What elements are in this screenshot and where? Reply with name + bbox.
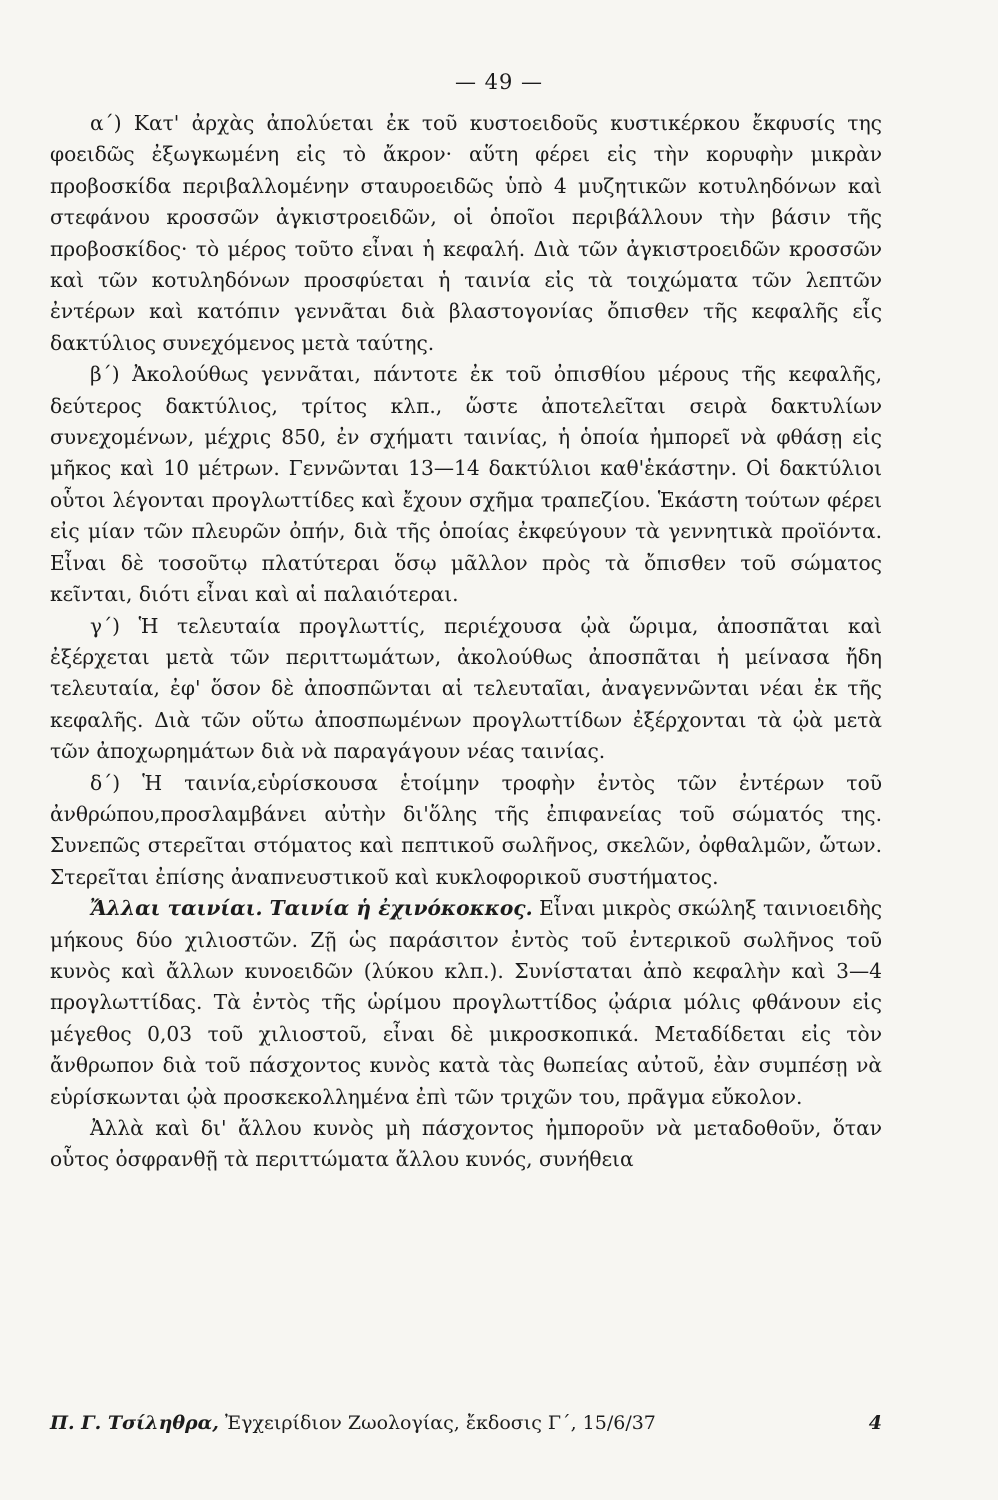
sheet-number: 4 [868,1412,882,1434]
page-number: — 49 — [454,70,544,94]
paragraph-b: β΄) Ἀκολούθως γεννᾶται, πάντοτε ἐκ τοῦ ὀπισθίου μέρους τῆς κεφαλῆς, δεύτερος δακτύλιος, τρίτος κλπ., ὥστε ἀποτελεῖται σειρὰ δακτυλίων συνεχομένων, μέχρις 850, ἐν σχήματι ταινίας, ἡ ὁποία ἠμπορεῖ νὰ φθάσῃ εἰς μῆκος καὶ 10 μέτρων. Γεννῶνται 13—14 δακτύλιοι καθ'ἑκάστην. Οἱ δακτύλιοι οὗτοι λέγονται προγλωττίδες καὶ ἔχουν σχῆμα τραπεζίου. Ἑκάστη τούτων φέρει εἰς μίαν τῶν πλευρῶν ὀπήν, διὰ τῆς ὁποίας ἐκφεύγουν τὰ γεννητικὰ προϊόντα. Εἶναι δὲ τοσοῦτῳ πλατύτεραι ὅσῳ μᾶλλον πρὸς τὰ ὄπισθεν τοῦ σώματος κεῖνται, διότι εἶναι καὶ αἱ παλαιότεραι. [50,362,882,607]
footer-citation [50,1412,656,1434]
paragraph-d: δ΄) Ἡ ταινία,εὑρίσκουσα ἑτοίμην τροφὴν ἐντὸς τῶν ἐντέρων τοῦ ἀνθρώπου,προσλαμβάνει αὐτὴν δι'ὅλης τῆς ἐπιφανείας τοῦ σώματός της. Συνεπῶς στερεῖται στόματος καὶ πεπτικοῦ σωλῆνος, σκελῶν, ὀφθαλμῶν, ὤτων. Στερεῖται ἐπίσης ἀναπνευστικοῦ καὶ κυκλοφορικοῦ συστήματος. [50,770,882,889]
footer-book: Ἐγχειρίδιον Ζωολογίας, ἔκδοσις Γ΄, 15/6/37 [218,1412,656,1434]
body-text [50,108,882,1176]
last-paragraph: Ἀλλὰ καὶ δι' ἄλλου κυνὸς μὴ πάσχοντος ἠμποροῦν νὰ μεταδοθοῦν, ὅταν οὗτος ὀσφρανθῇ τὰ περιττώματα ἄλλου κυνός, συνήθεια [50,1116,882,1172]
section-text: Εἶναι μικρὸς σκώληξ ταινιοειδὴς μήκους δύο χιλιοστῶν. Ζῇ ὡς παράσιτον ἐντὸς τοῦ ἐντερικοῦ σωλῆνος τοῦ κυνὸς καὶ ἄλλων κυνοειδῶν (λύκου κλπ.). Συνίσταται ἀπὸ κεφαλὴν καὶ 3—4 προγλωττίδας. Τὰ ἐντὸς τῆς ὡρίμου προγλωττίδος ᾠάρια μόλις φθάνουν εἰς μέγεθος 0,03 τοῦ χιλιοστοῦ, εἶναι δὲ μικροσκοπικά. Μεταδίδεται εἰς τὸν ἄνθρωπον διὰ τοῦ πάσχοντος κυνὸς κατὰ τὰς θωπείας αὐτοῦ, ἐὰν συμπέσῃ νὰ εὑρίσκωνται ᾠὰ προσκεκολλημένα ἐπὶ τῶν τριχῶν του, πρᾶγμα εὔκολον. [50,896,882,1109]
paragraph-c: γ΄) Ἡ τελευταία προγλωττίς, περιέχουσα ᾠὰ ὥριμα, ἀποσπᾶται καὶ ἐξέρχεται μετὰ τῶν περιττωμάτων, ἀκολούθως ἀποσπᾶται ἡ μείνασα ἤδη τελευταία, ἐφ' ὅσον δὲ ἀποσπῶνται αἱ τελευταῖαι, ἀναγεννῶνται νέαι ἐκ τῆς κεφαλῆς. Διὰ τῶν οὕτω ἀποσπωμένων προγλωττίδων ἐξέρχονται τὰ ᾠὰ μετὰ τῶν ἀποχωρημάτων διὰ νὰ παραγάγουν νέας ταινίας. [50,613,882,764]
paragraph-a: α΄) Κατ' ἀρχὰς ἀπολύεται ἐκ τοῦ κυστοειδοῦς κυστικέρκου ἔκφυσίς της φοειδῶς ἐξωγκωμένη εἰς τὸ ἄκρον· αὕτη φέρει εἰς τὴν κορυφὴν μικρὰν προβοσκίδα περιβαλλομένην σταυροειδῶς ὑπὸ 4 μυζητικῶν κοτυληδόνων καὶ στεφάνου κροσσῶν ἀγκιστροειδῶν, οἱ ὁποῖοι περιβάλλουν τὴν βάσιν τῆς προβοσκίδος· τὸ μέρος τοῦτο εἶναι ἡ κεφαλή. Διὰ τῶν ἀγκιστροειδῶν κροσσῶν καὶ τῶν κοτυληδόνων προσφύεται ἡ ταινία εἰς τὰ τοιχώματα τῶν λεπτῶν ἐντέρων καὶ κατόπιν γεννᾶται διὰ βλαστογονίας ὄπισθεν τῆς κεφαλῆς εἷς δακτύλιος συνεχόμενος μετὰ ταύτης. [50,111,882,355]
section-heading: Ἄλλαι ταινίαι. Ταινία ἡ ἐχινόκοκκος. [90,896,533,921]
section-paragraph [50,893,882,1113]
footer [50,1412,882,1434]
footer-author: Π. Γ. Τσίληθρα, [50,1412,219,1434]
